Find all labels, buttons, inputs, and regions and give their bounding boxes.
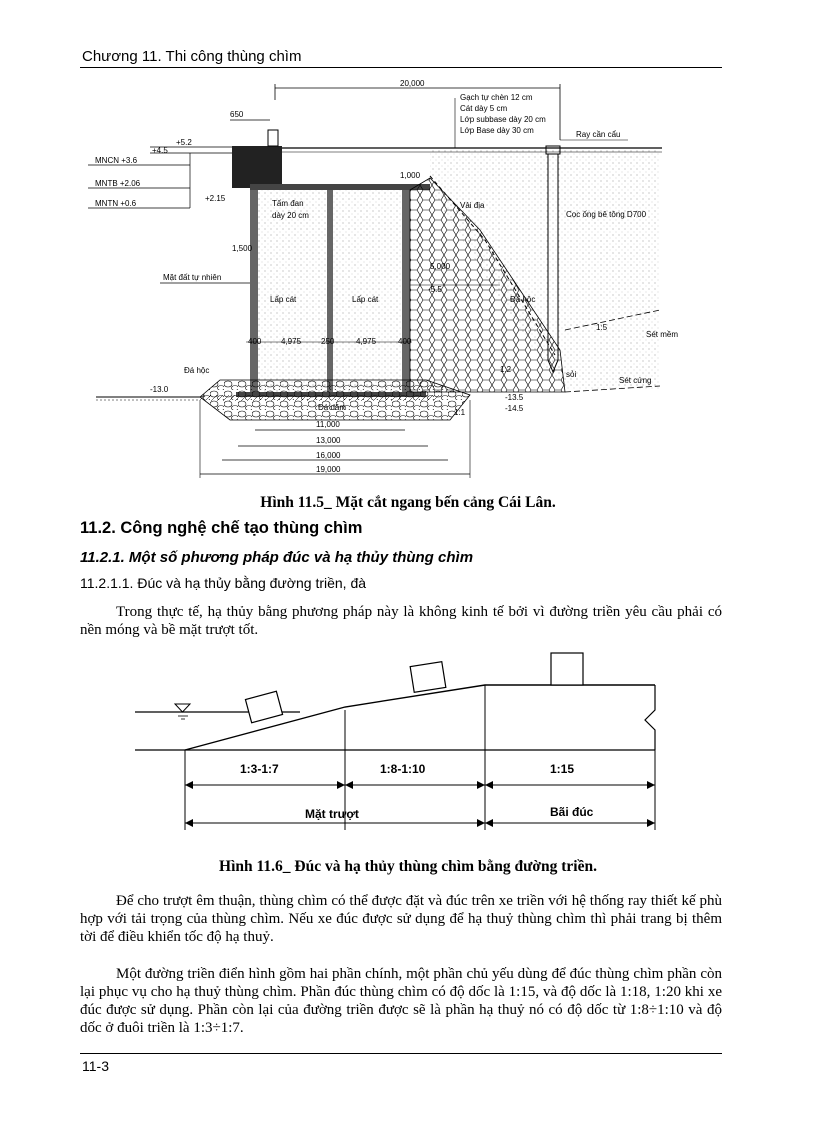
pile-label: Cọc ống bê tông D700 [566,210,647,219]
footer-rule [80,1053,722,1054]
figure-slipway [0,640,816,850]
section-heading-11-2-1: 11.2.1. Một số phương pháp đúc và hạ thủy thùng chìm [80,549,474,566]
slope-1-1: 1:1 [454,408,466,417]
paragraph-3: Một đường triền điển hình gồm hai phần chính, một phần chủ yếu dùng để đúc thùng chìm phần còn lại phục vụ cho hạ thuỷ thùng chìm. Phần đúc thùng chìm có độ dốc là 1:15, và độ dốc là 1:18, 1:20 khi xe đúc được sử dụng. Phần còn lại của đường triền được sẽ là phần hạ thuỷ nó có độ dốc từ 1:8÷1:10 và độ dốc ở đuôi triền là 1:3÷1:7. [80,966,722,1036]
hard-clay-label: Sét cứng [619,376,652,385]
section-heading-11-2: 11.2. Công nghệ chế tạo thùng chìm [80,519,363,537]
chapter-header: Chương 11. Thi công thùng chìm [82,48,302,65]
elevation-5-2: +5.2 [176,138,192,147]
soft-clay-label: Sét mềm [646,330,679,339]
dim-400-b: 400 [398,337,412,346]
geotextile-label: Vải địa [460,201,485,210]
dim-16000: 16,000 [316,451,341,460]
section-heading-11-2-1-1: 11.2.1.1. Đúc và hạ thủy bằng đường triền, đà [80,575,367,591]
crushed-stone-label: Đá dăm [318,403,347,412]
mncn-label: MNCN +3.6 [95,156,138,165]
dim-11000: 11,000 [316,420,340,429]
slab-label-1: Tấm đan [272,199,304,208]
rock-label-2: Đá hộc [184,366,210,375]
rock-label-1: Đá hộc [510,295,536,304]
natural-ground-label: Mặt đất tự nhiên [163,273,222,282]
elevation-4-5: +4.5 [152,146,168,155]
figure-11-6-caption: Hình 11.6_ Đúc và hạ thủy thùng chìm bằng đường triền. [219,858,597,875]
layer-1-label: Gạch tự chèn 12 cm [460,93,533,102]
layer-3-label: Lớp subbase dày 20 cm [460,115,546,124]
dim-250: 250 [321,337,335,346]
paragraph-2: Để cho trượt êm thuận, thùng chìm có thể được đặt và đúc trên xe triền với hệ thống ray thiết kế phù hợp với tải trọng của thùng chìm. Nếu xe đúc được sử dụng để hạ thuỷ thùng chìm thì phải trang bị thêm tời để điều khiển tốc độ hạ thuỷ. [80,893,722,945]
elevation-minus-13-0: -13.0 [150,385,169,394]
crane-rail-label: Ray cần cẩu [576,130,621,139]
figure-cross-section [0,0,816,500]
dim-13000: 13,000 [316,436,341,445]
dim-20000: 20,000 [400,79,425,88]
dim-1000: 1,000 [400,171,421,180]
gravel-label: sỏi [566,370,577,379]
mntb-label: MNTB +2.06 [95,179,141,188]
casting-yard-label: Bãi đúc [550,805,594,819]
layer-4-label: Lớp Base dày 30 cm [460,126,534,135]
slope-1-2: 1:2 [500,365,512,374]
elevation-minus-13-5: -13.5 [505,393,524,402]
figure-11-5-caption: Hình 11.5_ Mặt cắt ngang bến cảng Cái Lân. [260,494,556,511]
slab-label-2: dày 20 cm [272,211,309,220]
dim-4975-a: 4,975 [281,337,302,346]
dim-4975-b: 4,975 [356,337,377,346]
slope-segment-1: 1:3-1:7 [240,762,279,776]
dim-19000: 19,000 [316,465,341,474]
elevation-minus-5-5: -5.5 [428,285,442,294]
sand-fill-label-2: Lấp cát [352,295,379,304]
slope-segment-3: 1:15 [550,762,575,776]
slope-1-5: 1:5 [596,323,608,332]
layer-2-label: Cát dày 5 cm [460,104,508,113]
paragraph-1: Trong thực tế, hạ thủy bằng phương pháp này là không kinh tế bởi vì đường triền yêu cầu phải có nền móng và bề mặt trượt tốt. [80,604,722,638]
slide-surface-label: Mặt trượt [305,807,359,821]
mntn-label: MNTN +0.6 [95,199,137,208]
elevation-2-15: +2.15 [205,194,226,203]
slope-segment-2: 1:8-1:10 [380,762,426,776]
dim-400-a: 400 [248,337,262,346]
elevation-minus-14-5: -14.5 [505,404,524,413]
sand-fill-label-1: Lấp cát [270,295,297,304]
dim-650: 650 [230,110,244,119]
page-number: 11-3 [82,1058,109,1074]
dim-1500: 1,500 [232,244,253,253]
dim-5000: 5,000 [430,262,451,271]
